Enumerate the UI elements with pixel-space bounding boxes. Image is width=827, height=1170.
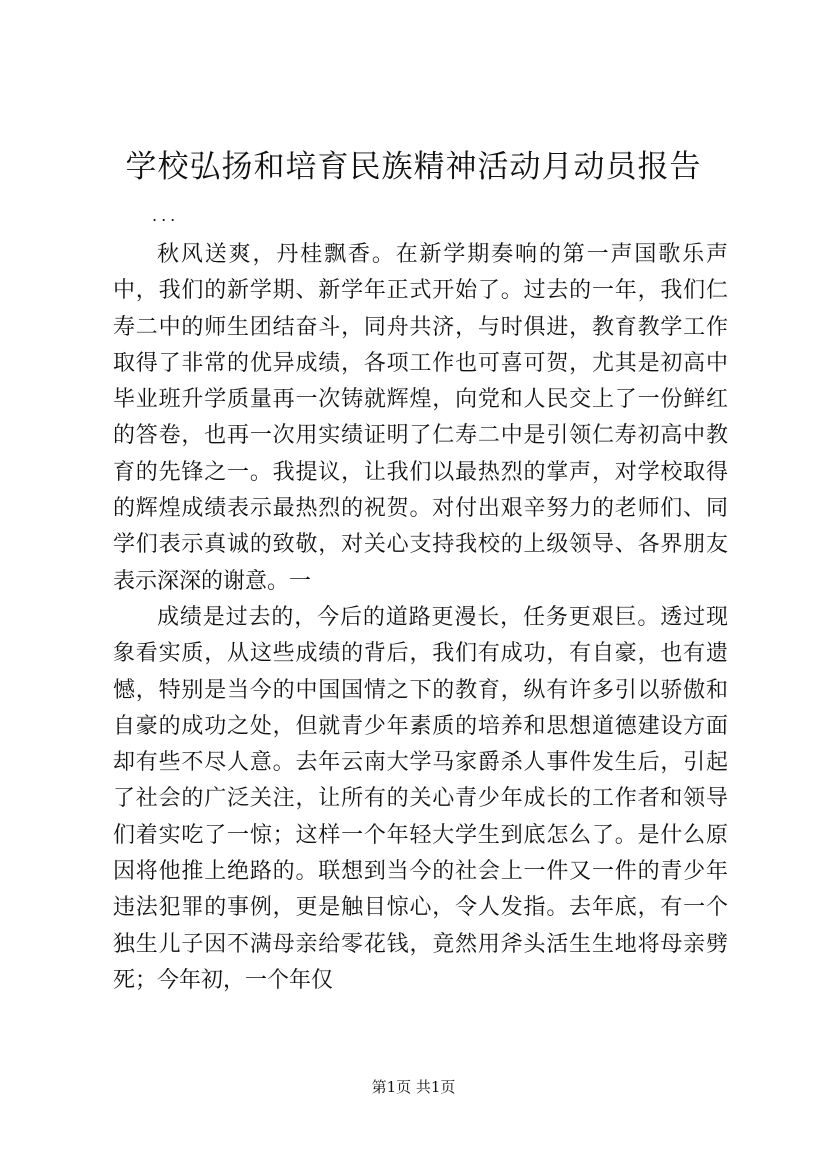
document-body	[113, 237, 728, 999]
paragraph-1: 秋风送爽，丹桂飘香。在新学期奏响的第一声国歌乐声中，我们的新学期、新学年正式开始了。过去的一年，我们仁寿二中的师生团结奋斗，同舟共济，与时俱进，教育教学工作取得了非常的优异成绩，各项工作也可喜可贺，尤其是初高中毕业班升学质量再一次铸就辉煌，向党和人民交上了一份鲜红的答卷，也再一次用实绩证明了仁寿二中是引领仁寿初高中教育的先锋之一。我提议，让我们以最热烈的掌声，对学校取得的辉煌成绩表示最热烈的祝贺。对付出艰辛努力的老师们、同学们表示真诚的致敬，对关心支持我校的上级领导、各界朋友表示深深的谢意。一	[113, 242, 728, 594]
paragraph-2: 成绩是过去的，今后的道路更漫长，任务更艰巨。透过现象看实质，从这些成绩的背后，我们有成功，有自豪，也有遗憾，特别是当今的中国国情之下的教育，纵有许多引以骄傲和自豪的成功之处，但就青少年素质的培养和思想道德建设方面却有些不尽人意。去年云南大学马家爵杀人事件发生后，引起了社会的广泛关注，让所有的关心青少年成长的工作者和领导们着实吃了一惊；这样一个年轻大学生到底怎么了。是什么原因将他推上绝路的。联想到当今的社会上一件又一件的青少年违法犯罪的事例，更是触目惊心，令人发指。去年底，有一个独生儿子因不满母亲给零花钱，竟然用斧头活生生地将母亲劈死；今年初，一个年仅	[113, 604, 728, 993]
page-footer: 第1页 共1页	[371, 1078, 456, 1096]
ellipsis-mark: ...	[152, 206, 180, 225]
document-title: 学校弘扬和培育民族精神活动月动员报告	[125, 149, 702, 185]
